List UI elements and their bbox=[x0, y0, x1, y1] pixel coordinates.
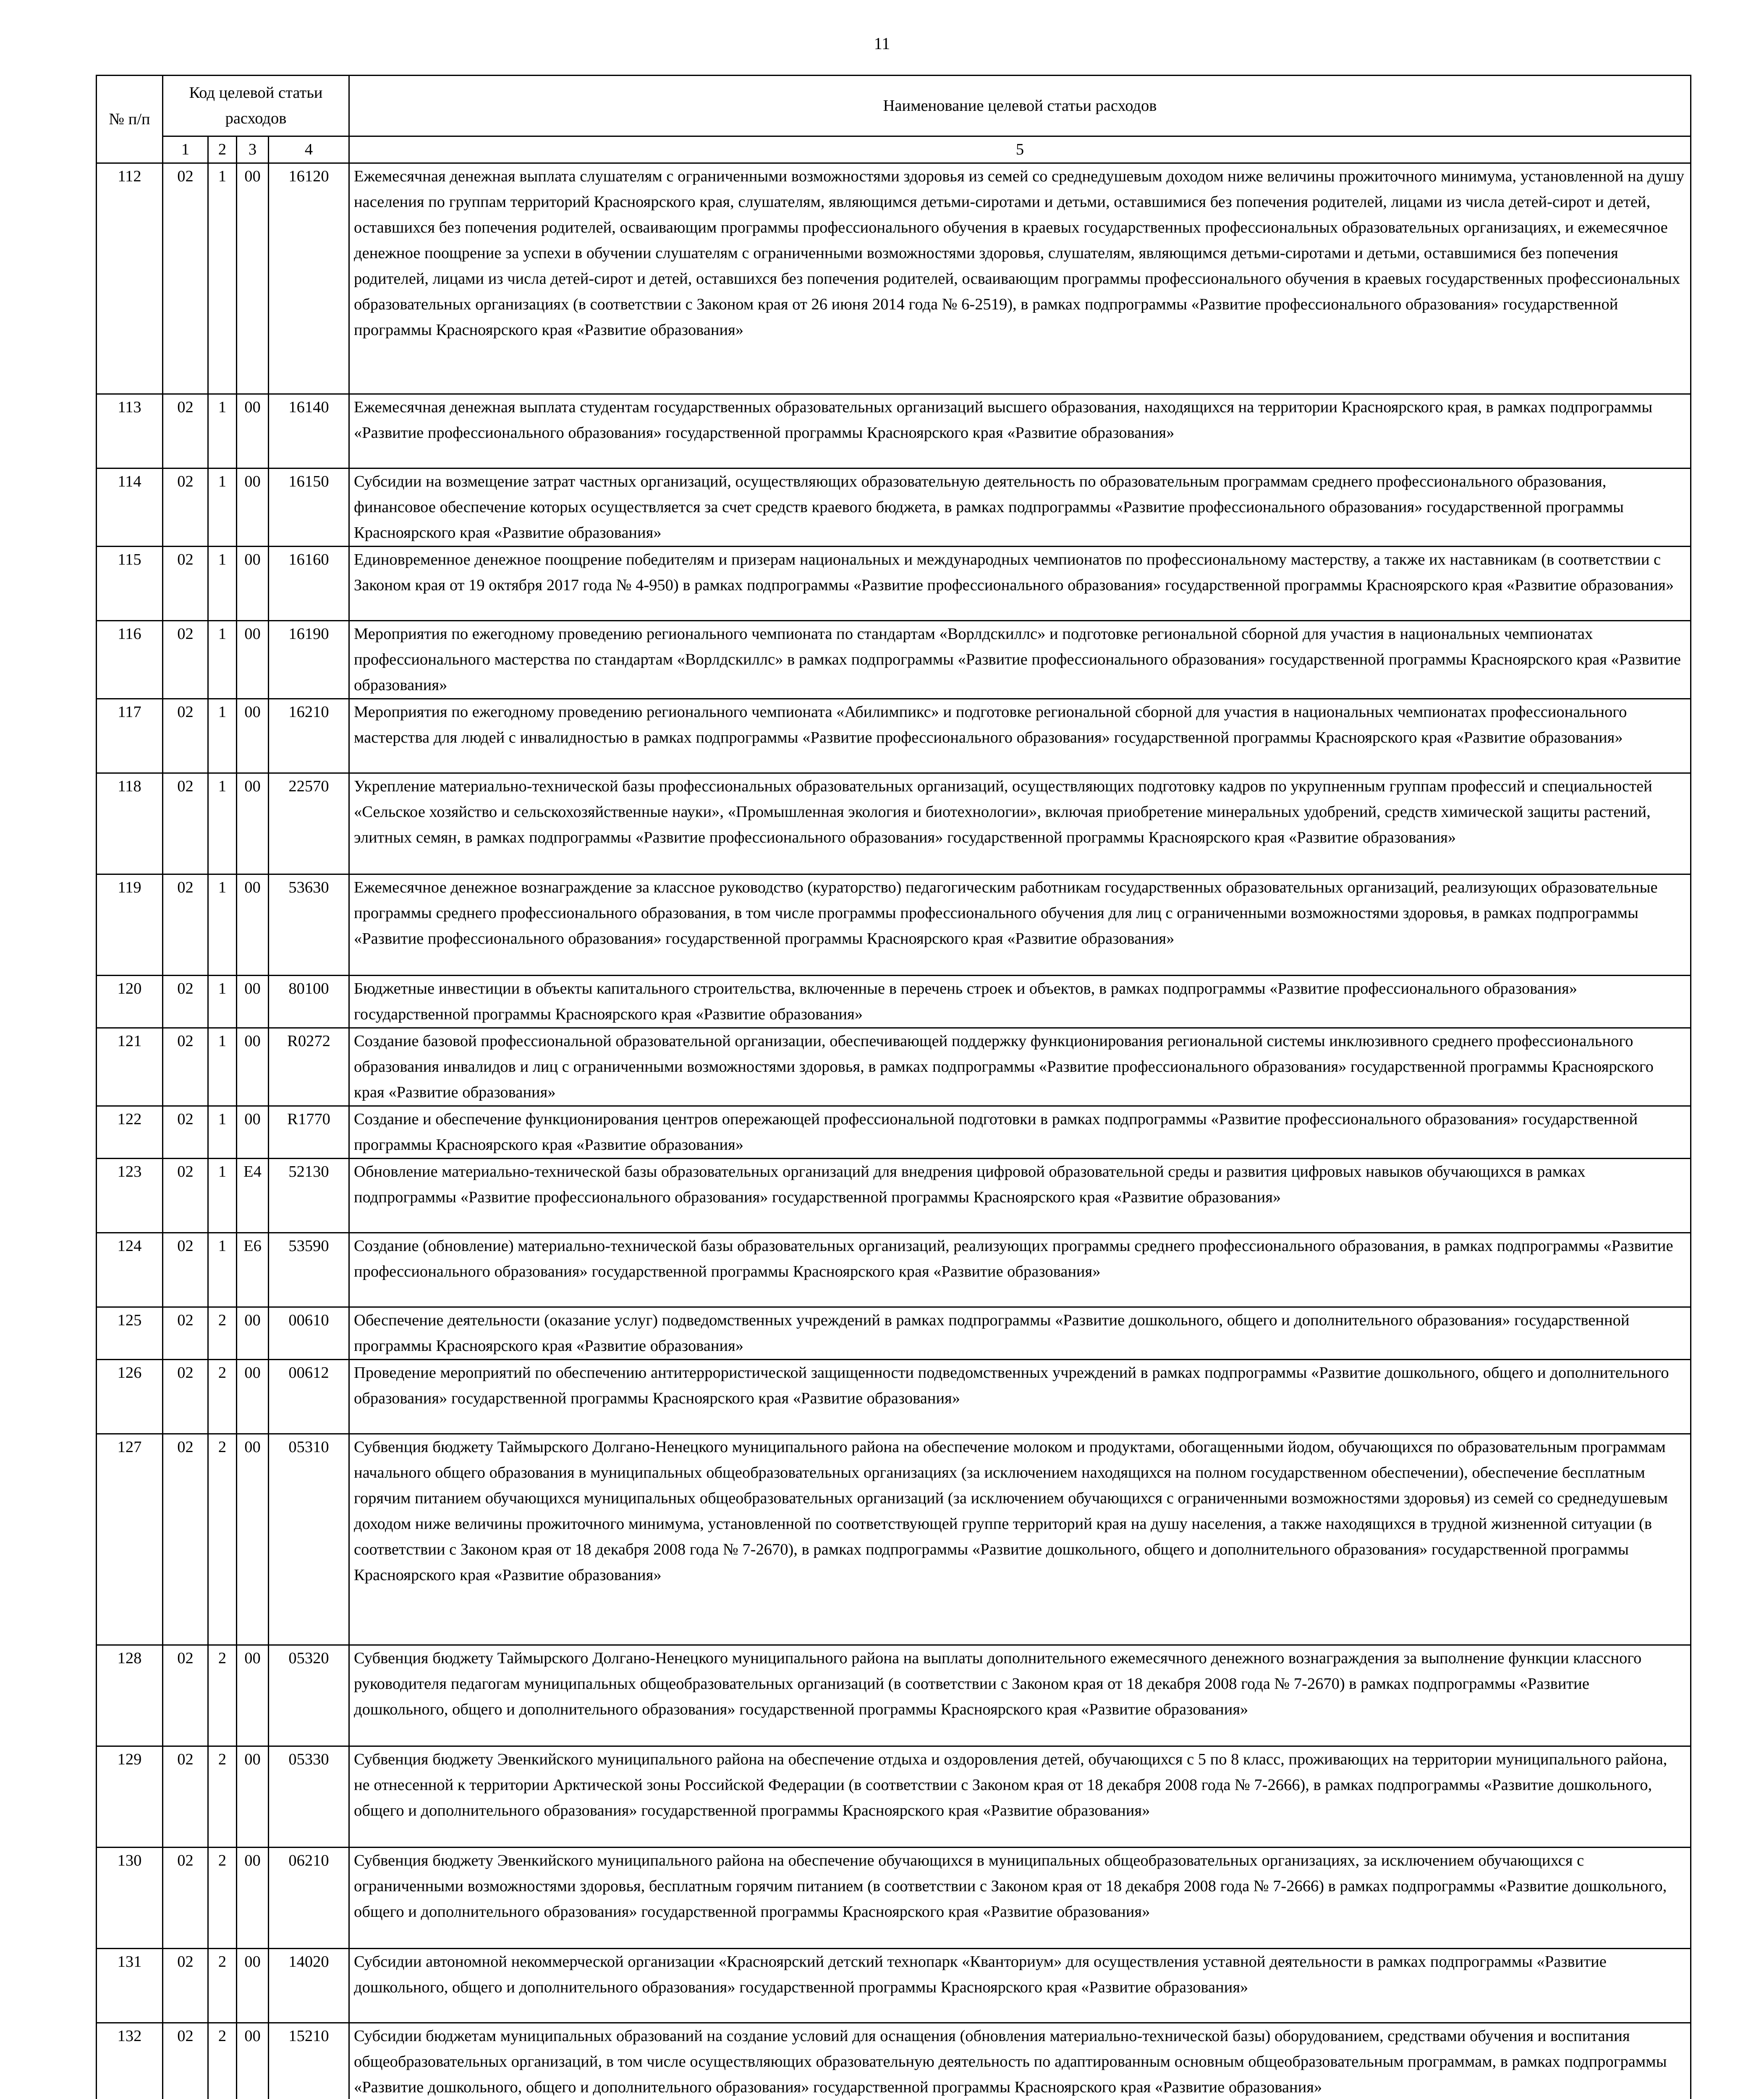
code-subprogram: 2 bbox=[208, 1360, 237, 1434]
target-items-table bbox=[96, 75, 1691, 2099]
code-program: 02 bbox=[163, 1028, 208, 1106]
header-index-3: 3 bbox=[237, 136, 269, 163]
header-index-4: 4 bbox=[269, 136, 349, 163]
code-expense: 15210 bbox=[269, 2023, 349, 2099]
row-number: 131 bbox=[97, 1949, 163, 2023]
code-expense: 53590 bbox=[269, 1233, 349, 1307]
code-subprogram: 2 bbox=[208, 1848, 237, 1949]
code-program: 02 bbox=[163, 2023, 208, 2099]
code-direction: 00 bbox=[237, 1645, 269, 1746]
row-description: Укрепление материально-технической базы профессиональных образовательных организаций, осуществляющих подготовку кадров по укрупненным группам профессий и специальностей «Сельское хозяйство и сельскохозяйственные науки», «Промышленная экология и биотехнологии», включая приобретение минеральных удобрений, средств химической защиты растений, элитных семян, в рамках подпрограммы «Развитие профессионального образования» государственной программы Красноярского края «Развитие образования» bbox=[349, 773, 1691, 874]
row-description: Обеспечение деятельности (оказание услуг) подведомственных учреждений в рамках подпрограммы «Развитие дошкольного, общего и дополнительного образования» государственной программы Красноярского края «Развитие образования» bbox=[349, 1307, 1691, 1360]
table-row bbox=[97, 1233, 1691, 1307]
code-expense: 14020 bbox=[269, 1949, 349, 2023]
code-expense: 06210 bbox=[269, 1848, 349, 1949]
code-direction: 00 bbox=[237, 2023, 269, 2099]
row-description: Мероприятия по ежегодному проведению регионального чемпионата по стандартам «Ворлдскиллс» и подготовке региональной сборной для участия в национальных чемпионатах профессионального мастерства по стандартам «Ворлдскиллс» в рамках подпрограммы «Развитие профессионального образования» государственной программы Красноярского края «Развитие образования» bbox=[349, 621, 1691, 699]
code-expense: 16150 bbox=[269, 468, 349, 547]
code-direction: 00 bbox=[237, 1360, 269, 1434]
table-row bbox=[97, 468, 1691, 547]
code-direction: 00 bbox=[237, 1028, 269, 1106]
row-number: 128 bbox=[97, 1645, 163, 1746]
code-direction: E6 bbox=[237, 1233, 269, 1307]
row-description: Субвенция бюджету Эвенкийского муниципального района на обеспечение обучающихся в муниципальных общеобразовательных организациях, за исключением обучающихся с ограниченными возможностями здоровья, бесплатным горячим питанием (в соответствии с Законом края от 18 декабря 2008 года № 7-2666) в рамках подпрограммы «Развитие дошкольного, общего и дополнительного образования» государственной программы Красноярского края «Развитие образования» bbox=[349, 1848, 1691, 1949]
code-subprogram: 1 bbox=[208, 1159, 237, 1233]
code-program: 02 bbox=[163, 1645, 208, 1746]
row-number: 113 bbox=[97, 394, 163, 468]
code-expense: 53630 bbox=[269, 874, 349, 976]
code-subprogram: 1 bbox=[208, 163, 237, 394]
code-subprogram: 1 bbox=[208, 773, 237, 874]
code-program: 02 bbox=[163, 394, 208, 468]
table-row bbox=[97, 874, 1691, 976]
code-program: 02 bbox=[163, 1434, 208, 1645]
code-expense: 16120 bbox=[269, 163, 349, 394]
code-direction: 00 bbox=[237, 468, 269, 547]
row-number: 125 bbox=[97, 1307, 163, 1360]
table-row bbox=[97, 1434, 1691, 1645]
code-program: 02 bbox=[163, 1233, 208, 1307]
code-subprogram: 1 bbox=[208, 699, 237, 773]
code-expense: 52130 bbox=[269, 1159, 349, 1233]
code-expense: 00612 bbox=[269, 1360, 349, 1434]
header-code: Код целевой статьи расходов bbox=[163, 76, 349, 136]
code-program: 02 bbox=[163, 163, 208, 394]
row-number: 116 bbox=[97, 621, 163, 699]
code-program: 02 bbox=[163, 1159, 208, 1233]
code-direction: 00 bbox=[237, 1106, 269, 1159]
table-row bbox=[97, 1360, 1691, 1434]
code-direction: 00 bbox=[237, 1949, 269, 2023]
header-row bbox=[97, 76, 1691, 136]
code-direction: 00 bbox=[237, 699, 269, 773]
code-subprogram: 1 bbox=[208, 1028, 237, 1106]
code-subprogram: 2 bbox=[208, 2023, 237, 2099]
code-expense: 00610 bbox=[269, 1307, 349, 1360]
code-expense: 22570 bbox=[269, 773, 349, 874]
row-description: Мероприятия по ежегодному проведению регионального чемпионата «Абилимпикс» и подготовке региональной сборной для участия в национальных чемпионатах профессионального мастерства для людей с инвалидностью в рамках подпрограммы «Развитие профессионального образования» государственной программы Красноярского края «Развитие образования» bbox=[349, 699, 1691, 773]
row-description: Создание базовой профессиональной образовательной организации, обеспечивающей поддержку функционирования региональной системы инклюзивного среднего профессионального образования инвалидов и лиц с ограниченными возможностями здоровья, в рамках подпрограммы «Развитие профессионального образования» государственной программы Красноярского края «Развитие образования» bbox=[349, 1028, 1691, 1106]
row-number: 129 bbox=[97, 1746, 163, 1848]
row-description: Ежемесячная денежная выплата студентам государственных образовательных организаций высшего образования, находящихся на территории Красноярского края, в рамках подпрограммы «Развитие профессионального образования» государственной программы Красноярского края «Развитие образования» bbox=[349, 394, 1691, 468]
code-program: 02 bbox=[163, 1949, 208, 2023]
code-program: 02 bbox=[163, 547, 208, 621]
row-number: 119 bbox=[97, 874, 163, 976]
code-subprogram: 2 bbox=[208, 1645, 237, 1746]
row-number: 114 bbox=[97, 468, 163, 547]
code-direction: 00 bbox=[237, 394, 269, 468]
table-row bbox=[97, 1949, 1691, 2023]
code-expense: 16190 bbox=[269, 621, 349, 699]
row-description: Ежемесячное денежное вознаграждение за классное руководство (кураторство) педагогическим работникам государственных образовательных организаций, реализующих образовательные программы среднего профессионального образования, в том числе программы профессионального обучения для лиц с ограниченными возможностями здоровья, в рамках подпрограммы «Развитие профессионального образования» государственной программы Красноярского края «Развитие образования» bbox=[349, 874, 1691, 976]
row-description: Субсидии на возмещение затрат частных организаций, осуществляющих образовательную деятельность по образовательным программам среднего профессионального образования, финансовое обеспечение которых осуществляется за счет средств краевого бюджета, в рамках подпрограммы «Развитие профессионального образования» государственной программы Красноярского края «Развитие образования» bbox=[349, 468, 1691, 547]
row-number: 132 bbox=[97, 2023, 163, 2099]
row-description: Обновление материально-технической базы образовательных организаций для внедрения цифровой образовательной среды и развития цифровых навыков обучающихся в рамках подпрограммы «Развитие профессионального образования» государственной программы Красноярского края «Развитие образования» bbox=[349, 1159, 1691, 1233]
code-expense: 05330 bbox=[269, 1746, 349, 1848]
code-direction: E4 bbox=[237, 1159, 269, 1233]
table-row bbox=[97, 1307, 1691, 1360]
code-program: 02 bbox=[163, 1106, 208, 1159]
table-row bbox=[97, 1848, 1691, 1949]
header-index-row bbox=[97, 136, 1691, 163]
header-index-2: 2 bbox=[208, 136, 237, 163]
row-description: Единовременное денежное поощрение победителям и призерам национальных и международных чемпионатов по профессиональному мастерству, а также их наставникам (в соответствии с Законом края от 19 октября 2017 года № 4-950) в рамках подпрограммы «Развитие профессионального образования» государственной программы Красноярского края «Развитие образования» bbox=[349, 547, 1691, 621]
code-subprogram: 1 bbox=[208, 976, 237, 1028]
row-description: Субсидии бюджетам муниципальных образований на создание условий для оснащения (обновления материально-технической базы) оборудованием, средствами обучения и воспитания общеобразовательных организаций, в том числе осуществляющих образовательную деятельность по адаптированным основным общеобразовательным программам, в рамках подпрограммы «Развитие дошкольного, общего и дополнительного образования» государственной программы Красноярского края «Развитие образования» bbox=[349, 2023, 1691, 2099]
code-program: 02 bbox=[163, 468, 208, 547]
header-number: № п/п bbox=[97, 76, 163, 163]
code-expense: 05320 bbox=[269, 1645, 349, 1746]
code-direction: 00 bbox=[237, 1746, 269, 1848]
table-row bbox=[97, 2023, 1691, 2099]
row-description: Субвенция бюджету Таймырского Долгано-Ненецкого муниципального района на обеспечение молоком и продуктами, обогащенными йодом, обучающихся по образовательным программам начального общего образования в муниципальных общеобразовательных организациях (за исключением находящихся на полном государственном обеспечении), обеспечение бесплатным горячим питанием обучающихся муниципальных общеобразовательных организаций (за исключением обучающихся с ограниченными возможностями здоровья) из семей со среднедушевым доходом ниже величины прожиточного минимума, установленной по соответствующей группе территорий края на душу населения, а также находящихся в трудной жизненной ситуации (в соответствии с Законом края от 18 декабря 2008 года № 7-2670), в рамках подпрограммы «Развитие дошкольного, общего и дополнительного образования» государственной программы Красноярского края «Развитие образования» bbox=[349, 1434, 1691, 1645]
table-row bbox=[97, 699, 1691, 773]
table-row bbox=[97, 773, 1691, 874]
code-program: 02 bbox=[163, 1746, 208, 1848]
code-direction: 00 bbox=[237, 1307, 269, 1360]
code-direction: 00 bbox=[237, 163, 269, 394]
table-row bbox=[97, 621, 1691, 699]
code-direction: 00 bbox=[237, 976, 269, 1028]
row-description: Бюджетные инвестиции в объекты капитального строительства, включенные в перечень строек и объектов, в рамках подпрограммы «Развитие профессионального образования» государственной программы Красноярского края «Развитие образования» bbox=[349, 976, 1691, 1028]
table-row bbox=[97, 1746, 1691, 1848]
row-number: 112 bbox=[97, 163, 163, 394]
code-program: 02 bbox=[163, 976, 208, 1028]
row-description: Субвенция бюджету Таймырского Долгано-Ненецкого муниципального района на выплаты дополнительного ежемесячного денежного вознаграждения за выполнение функции классного руководителя педагогам муниципальных общеобразовательных организаций (в соответствии с Законом края от 18 декабря 2008 года № 7-2670) в рамках подпрограммы «Развитие дошкольного, общего и дополнительного образования» государственной программы Красноярского края «Развитие образования» bbox=[349, 1645, 1691, 1746]
row-number: 120 bbox=[97, 976, 163, 1028]
code-subprogram: 1 bbox=[208, 394, 237, 468]
code-expense: 05310 bbox=[269, 1434, 349, 1645]
code-subprogram: 1 bbox=[208, 547, 237, 621]
table-row bbox=[97, 976, 1691, 1028]
table-row bbox=[97, 394, 1691, 468]
code-subprogram: 1 bbox=[208, 874, 237, 976]
code-expense: 80100 bbox=[269, 976, 349, 1028]
code-direction: 00 bbox=[237, 773, 269, 874]
header-index-5: 5 bbox=[349, 136, 1691, 163]
row-description: Создание (обновление) материально-технической базы образовательных организаций, реализующих программы среднего профессионального образования, в рамках подпрограммы «Развитие профессионального образования» государственной программы Красноярского края «Развитие образования» bbox=[349, 1233, 1691, 1307]
table-row bbox=[97, 547, 1691, 621]
row-number: 121 bbox=[97, 1028, 163, 1106]
code-expense: 16160 bbox=[269, 547, 349, 621]
table-row bbox=[97, 1645, 1691, 1746]
code-subprogram: 1 bbox=[208, 1106, 237, 1159]
code-direction: 00 bbox=[237, 874, 269, 976]
row-number: 115 bbox=[97, 547, 163, 621]
table-row bbox=[97, 163, 1691, 394]
code-subprogram: 2 bbox=[208, 1307, 237, 1360]
row-description: Проведение мероприятий по обеспечению антитеррористической защищенности подведомственных учреждений в рамках подпрограммы «Развитие дошкольного, общего и дополнительного образования» государственной программы Красноярского края «Развитие образования» bbox=[349, 1360, 1691, 1434]
row-number: 118 bbox=[97, 773, 163, 874]
table-row bbox=[97, 1159, 1691, 1233]
code-direction: 00 bbox=[237, 547, 269, 621]
code-expense: R1770 bbox=[269, 1106, 349, 1159]
row-number: 123 bbox=[97, 1159, 163, 1233]
row-number: 126 bbox=[97, 1360, 163, 1434]
code-expense: 16140 bbox=[269, 394, 349, 468]
row-number: 124 bbox=[97, 1233, 163, 1307]
code-program: 02 bbox=[163, 773, 208, 874]
code-subprogram: 1 bbox=[208, 621, 237, 699]
row-number: 122 bbox=[97, 1106, 163, 1159]
code-subprogram: 2 bbox=[208, 1746, 237, 1848]
row-number: 130 bbox=[97, 1848, 163, 1949]
row-number: 117 bbox=[97, 699, 163, 773]
table-row bbox=[97, 1106, 1691, 1159]
header-name: Наименование целевой статьи расходов bbox=[349, 76, 1691, 136]
code-program: 02 bbox=[163, 1360, 208, 1434]
code-subprogram: 1 bbox=[208, 1233, 237, 1307]
table-row bbox=[97, 1028, 1691, 1106]
code-direction: 00 bbox=[237, 1434, 269, 1645]
code-program: 02 bbox=[163, 1307, 208, 1360]
code-program: 02 bbox=[163, 874, 208, 976]
page-number: 11 bbox=[874, 34, 890, 53]
code-subprogram: 2 bbox=[208, 1949, 237, 2023]
code-program: 02 bbox=[163, 1848, 208, 1949]
code-program: 02 bbox=[163, 699, 208, 773]
code-direction: 00 bbox=[237, 1848, 269, 1949]
code-subprogram: 2 bbox=[208, 1434, 237, 1645]
row-description: Субвенция бюджету Эвенкийского муниципального района на обеспечение отдыха и оздоровления детей, обучающихся с 5 по 8 класс, проживающих на территории муниципального района, не отнесенной к территории Арктической зоны Российской Федерации (в соответствии с Законом края от 18 декабря 2008 года № 7-2666), в рамках подпрограммы «Развитие дошкольного, общего и дополнительного образования» государственной программы Красноярского края «Развитие образования» bbox=[349, 1746, 1691, 1848]
code-subprogram: 1 bbox=[208, 468, 237, 547]
code-direction: 00 bbox=[237, 621, 269, 699]
row-number: 127 bbox=[97, 1434, 163, 1645]
code-expense: R0272 bbox=[269, 1028, 349, 1106]
row-description: Субсидии автономной некоммерческой организации «Красноярский детский технопарк «Кванториум» для осуществления уставной деятельности в рамках подпрограммы «Развитие дошкольного, общего и дополнительного образования» государственной программы Красноярского края «Развитие образования» bbox=[349, 1949, 1691, 2023]
code-program: 02 bbox=[163, 621, 208, 699]
row-description: Ежемесячная денежная выплата слушателям с ограниченными возможностями здоровья из семей со среднедушевым доходом ниже величины прожиточного минимума, установленной на душу населения по группам территорий Красноярского края, слушателям, являющимся детьми-сиротами и детьми, оставшимися без попечения родителей, лицами из числа детей-сирот и детей, оставшихся без попечения родителей, осваивающим программы профессионального обучения в краевых государственных профессиональных образовательных организациях, и ежемесячное денежное поощрение за успехи в обучении слушателям с ограниченными возможностями здоровья, слушателям, являющимся детьми-сиротами и детьми, оставшимися без попечения родителей, лицами из числа детей-сирот и детей, оставшихся без попечения родителей, осваивающим программы профессионального обучения в краевых государственных профессиональных образовательных организациях (в соответствии с Законом края от 26 июня 2014 года № 6-2519), в рамках подпрограммы «Развитие профессионального образования» государственной программы Красноярского края «Развитие образования» bbox=[349, 163, 1691, 394]
header-index-1: 1 bbox=[163, 136, 208, 163]
code-expense: 16210 bbox=[269, 699, 349, 773]
row-description: Создание и обеспечение функционирования центров опережающей профессиональной подготовки в рамках подпрограммы «Развитие профессионального образования» государственной программы Красноярского края «Развитие образования» bbox=[349, 1106, 1691, 1159]
